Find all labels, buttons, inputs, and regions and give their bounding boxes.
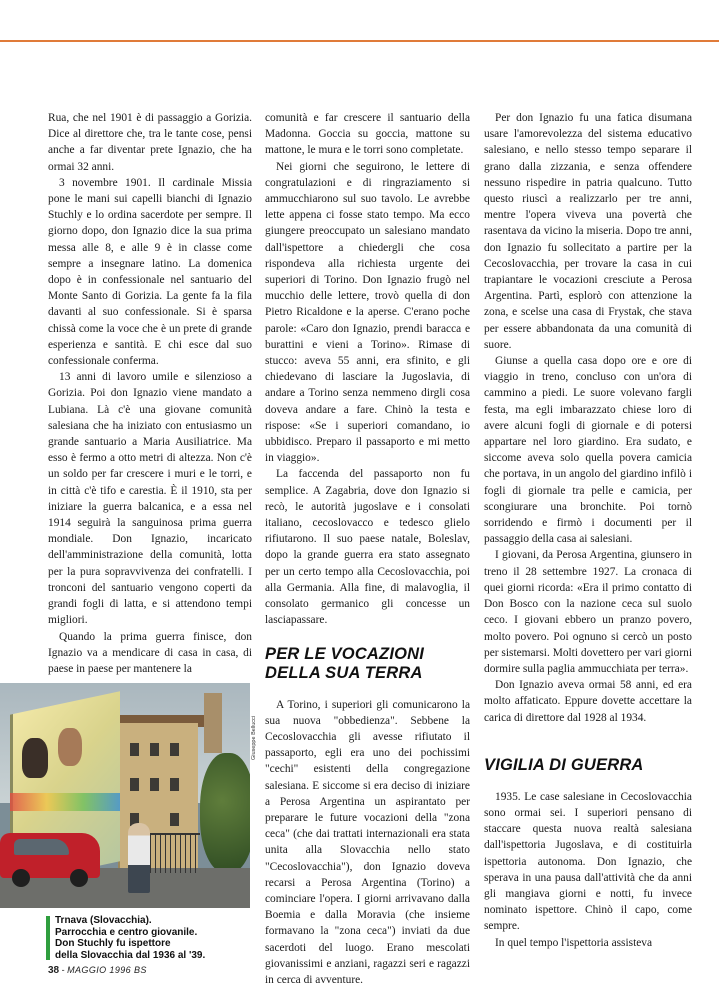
page-number: 38: [48, 965, 60, 976]
issue-label: MAGGIO 1996 BS: [67, 965, 147, 975]
column-2: [265, 110, 470, 988]
paragraph: comunità e far crescere il santuario della Madonna. Goccia su goccia, mattone su mattone, le mura e le torri sono completate.: [265, 112, 470, 157]
caption-accent-bar: [46, 916, 50, 960]
paragraph: Nei giorni che seguirono, le lettere di congratulazioni e di ringraziamento si ammucchiarono sul suo tavolo. Le avrebbe lette appena ci fosse stato tempo. Ma ecco giungere preoccupato un salesiano mandato dall'ispettore a chiedergli che cosa rispondeva alla richiesta urgente dei superiori di Torino. Don Ignazio frugò nel mucchio delle lettere, trovò quella di don Pietro Ricaldone e la aperse. C'erano poche parole: «Caro don Ignazio, prendi baracca e burattini e vieni a Torino». Rimase di stucco: aveva 55 anni, era sfinito, e gli chiedevano di lasciare la Jugoslavia, di andare a Torino senza nemmeno dirgli cosa doveva andare a fare. Chinò la testa e rispose: «Se i superiori comandano, io ubbidisco. Preparo il passaporto e mi metto in viaggio».: [265, 160, 470, 465]
top-accent-rule: [0, 40, 719, 42]
paragraph: 13 anni di lavoro umile e silenzioso a Gorizia. Poi don Ignazio viene mandato a Lubiana. Là c'è una giovane comunità salesiana che ha iniziato con entusiasmo un grande santuario a Maria Ausiliatrice. Ma esso è fermo a otto metri di altezza. Non c'è un soldo per far crescere i muri e le torri, e in città c'è tifo e carestia. È il 1910, sta per iniziare la guerra balcanica, e a essa nel 1914 seguirà la sanguinosa prima guerra mondiale. Don Ignazio, incaricato dell'amministrazione della comunità, lotta per la pura sopravvivenza dei confratelli. I tronconi del santuario vengono coperti da grandi fogli di latta, e si attendono tempi migliori.: [48, 371, 252, 627]
column-3: [484, 110, 692, 951]
paragraph: Per don Ignazio fu una fatica disumana usare l'amorevolezza del sistema educativo salesiano, e nello stesso tempo separare il grano dalla zizzania, e senza offendere nessuno rispedire in patria qualcuno. Tutto questo riuscì a realizzarlo per tre anni, mentre l'opera viveva una povertà che rasentava da vicino la miseria. Dopo tre anni, don Ignazio fu sollecitato a partire per la Cecoslovacchia, per trovare la casa in cui trapiantare le vocazioni cresciute a Perosa Argentina. Partì, esplorò con attenzione la zona, e scelse una casa di Frystak, che stava per essere abbandonata da una comunità di suore.: [484, 112, 692, 351]
paragraph: La faccenda del passaporto non fu semplice. A Zagabria, dove don Ignazio si recò, le autorità jugoslave e i consolati italiano, cecoslovacco e tedesco glielo rifiutarono. Il suo paese natale, Boleslav, dopo la grande guerra era stato assegnato per un certo tempo alla Cecoslovacchia, poi alla Germania. Alla fine, di malavoglia, il consolato germanico gli concesse un lasciapassare.: [265, 468, 470, 627]
paragraph: Don Ignazio aveva ormai 58 anni, ed era molto affaticato. Eppure dovette accettare la carica di direttore dal 1928 al 1934.: [484, 679, 692, 724]
paragraph: Quando la prima guerra finisce, don Ignazio va a mendicare di casa in casa, di paese in paese per mantenere la: [48, 630, 252, 675]
column-1: [48, 110, 252, 677]
paragraph: In quel tempo l'ispettoria assisteva: [495, 936, 653, 949]
paragraph: Rua, che nel 1901 è di passaggio a Gorizia. Dice al direttore che, tra le tante cose, pensi anche a far diventar prete Ignazio, che ha ormai 32 anni.: [48, 112, 252, 173]
page-footer: 38 - MAGGIO 1996 BS: [48, 965, 147, 976]
section-heading-vocazioni: PER LE VOCAZIONI DELLA SUA TERRA: [265, 644, 425, 682]
photo-caption: Trnava (Slovacchia). Parrocchia e centro giovanile. Don Stuchly fu ispettore della Slovacchia dal 1936 al '39.: [55, 915, 206, 961]
paragraph: 3 novembre 1901. Il cardinale Missia pone le mani sui capelli bianchi di Ignazio Stuchly e lo ordina sacerdote per sempre. Il giorno dopo, don Ignazio dice la sua prima messa alle 8, e alle 9 è in classe come sempre a insegnare latino. La domenica dopo è in confessionale nel santuario del Monte Santo di Gorizia. La gente fa la fila davanti al suo confessionale. Si è sparsa chissà come la voce che è un prete di grande esperienza e santità. E chi esce dal suo confessionale conferma.: [48, 176, 252, 368]
paragraph: Giunse a quella casa dopo ore e ore di viaggio in treno, concluso con un'ora di cammino a piedi. Le suore volevano fargli festa, ma egli imbarazzato chiese loro di avere alcuni fogli di giornale e di potersi appartare nel loro giardino. Era sudato, e siccome aveva solo quella povera camicia che portava, in un angolo del giardino infilò i fogli di giornale tra pelle e camicia, per scongiurare una bronchite. Poi tornò sorridendo e firmò i documenti per il passaggio della casa ai salesiani.: [484, 355, 692, 546]
paragraph: 1935. Le case salesiane in Cecoslovacchia sono ormai sei. I superiori pensano di staccare questa nuova realtà salesiana dall'ispettoria Jugoslava, e di costituirla ispettoria autonoma. Don Ignazio, che sperava in una pausa dall'attività che da anni gli mangiava giorni e notti, fu invece nominato ispettore. Chinò il capo, come sempre.: [484, 790, 692, 933]
paragraph: A Torino, i superiori gli comunicarono la sua nuova "obbedienza". Sebbene la Cecoslovacchia gli avesse rifiutato il passaporto, egli era uno dei pochissimi "cechi" esistenti della congregazione salesiana. E siccome si era deciso di iniziare a Perosa Argentina un aspirantato per preparare le future vocazioni della "zona ceca" (che dai trattati internazionali era stata unita alla Slovacchia nello stato "Cecoslovacchia"), don Ignazio doveva recarsi a Perosa Argentina (Torino) a cominciare l'opera. I giorni arrivavano dalla Boemia e dalla Moravia (che insieme formavano la "zona ceca") inviati da due sacerdoti del luogo. Erano mescolati giovanissimi e anziani, ragazzi seri e ragazzi in cerca di avventure.: [265, 698, 470, 986]
paragraph: I giovani, da Perosa Argentina, giunsero in treno il 28 settembre 1927. La cronaca di quei giorni ricorda: «Era il primo contatto di Don Bosco con la nazione ceca sul suolo ceco. I giovani ebbero un pranzo povero, molto povero. Poi ognuno si cercò un posto per sistemarsi. Molti dovettero per vari giorni dormire sulla paglia ammucchiata per terra».: [484, 549, 692, 675]
photo-credit: Giuseppe Bellucci: [251, 715, 257, 760]
section-heading-vigilia: VIGILIA DI GUERRA: [484, 755, 644, 774]
photo-trnava-parish: [0, 683, 250, 908]
